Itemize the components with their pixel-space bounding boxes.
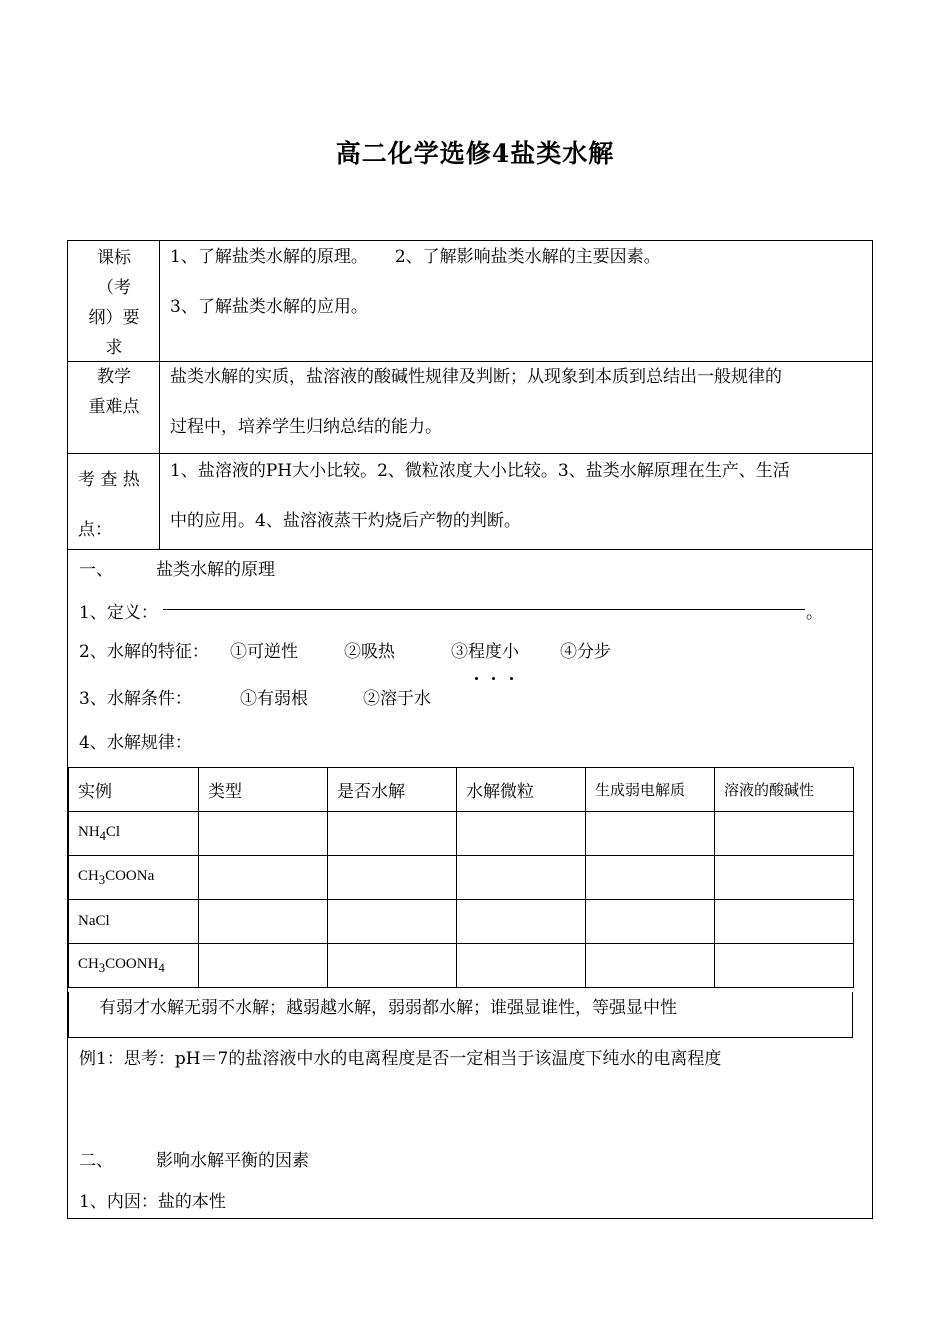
lesson-table (67, 240, 873, 1219)
blank-cell[interactable] (328, 812, 457, 856)
blank-cell[interactable] (715, 812, 854, 856)
condition-item: ②溶于水 (363, 689, 431, 709)
header-cell: 是否水解 (328, 768, 457, 812)
label-line: 重难点 (88, 397, 140, 417)
blank-cell[interactable] (457, 856, 586, 900)
blank-cell[interactable] (586, 812, 715, 856)
header-cell: 水解微粒 (457, 768, 586, 812)
condition-item: ①有弱根 (240, 689, 308, 709)
definition-period: 。 (806, 603, 823, 623)
row-divider (68, 549, 872, 550)
curriculum-requirements (170, 232, 864, 332)
features-label: 2、水解的特征： (79, 642, 209, 662)
blank-cell[interactable] (586, 856, 715, 900)
key-points (170, 352, 864, 452)
section1-number: 一、 (79, 560, 113, 580)
exam-hotspots (170, 446, 864, 546)
requirement-line: 3、了解盐类水解的应用。 (170, 297, 368, 317)
requirement-line: 1、了解盐类水解的原理。 2、了解影响盐类水解的主要因素。 (170, 247, 661, 267)
blank-cell[interactable] (457, 944, 586, 988)
blank-cell[interactable] (199, 812, 328, 856)
label-line: 教学 (97, 367, 131, 387)
page-title: 高二化学选修4盐类水解 (335, 139, 615, 168)
blank-cell[interactable] (715, 944, 854, 988)
conditions-label: 3、水解条件： (79, 689, 192, 709)
table-row (69, 812, 854, 856)
label-line: 求 (105, 338, 123, 358)
header-cell: 类型 (199, 768, 328, 812)
definition-label: 1、定义： (79, 603, 158, 623)
blank-cell[interactable] (715, 900, 854, 944)
emphasis-dot (510, 677, 513, 680)
blank-cell[interactable] (328, 856, 457, 900)
feature-item: ②吸热 (344, 642, 395, 662)
table-header-row (69, 768, 854, 812)
section2-heading: 影响水解平衡的因素 (156, 1151, 309, 1171)
label-curriculum-requirements (68, 243, 160, 363)
feature-item: ④分步 (560, 642, 611, 662)
hotspot-line: 1、盐溶液的PH大小比较。2、微粒浓度大小比较。3、盐类水解原理在生产、生活 (170, 461, 790, 481)
label-line: 纲）要 (88, 308, 140, 328)
table-row (69, 944, 854, 988)
example-1: 例1：思考：pH＝7的盐溶液中水的电离程度是否一定相当于该温度下纯水的电离程度 (79, 1049, 722, 1069)
table-row (69, 900, 854, 944)
table-row (69, 856, 854, 900)
label-key-points (68, 362, 160, 422)
section2-item1: 1、内因：盐的本性 (79, 1192, 226, 1212)
label-line: 点： (78, 520, 112, 540)
compound-cell: $CH_3COONa$ (69, 856, 199, 900)
blank-cell[interactable] (199, 944, 328, 988)
blank-cell[interactable] (457, 812, 586, 856)
rules-label: 4、水解规律： (79, 733, 192, 753)
section2-number: 二、 (79, 1151, 113, 1171)
blank-cell[interactable] (457, 900, 586, 944)
header-cell: 实例 (69, 768, 199, 812)
blank-cell[interactable] (328, 900, 457, 944)
rules-summary: 有弱才水解无弱不水解；越弱越水解，弱弱都水解；谁强显谁性，等强显中性 (68, 992, 853, 1038)
emphasis-dot (475, 677, 478, 680)
label-line: 考 查 热 (78, 470, 140, 490)
blank-cell[interactable] (586, 900, 715, 944)
hydrolysis-rules-table (68, 767, 854, 988)
blank-cell[interactable] (199, 900, 328, 944)
header-cell: 溶液的酸碱性 (715, 768, 854, 812)
key-points-line: 过程中，培养学生归纳总结的能力。 (170, 417, 442, 437)
header-cell: 生成弱电解质 (586, 768, 715, 812)
emphasis-dot (492, 677, 495, 680)
blank-cell[interactable] (328, 944, 457, 988)
feature-item: ①可逆性 (230, 642, 298, 662)
compound-cell: NaCl (69, 900, 199, 944)
definition-blank-line (163, 609, 805, 610)
label-line: 课标 (97, 248, 131, 268)
section1-heading: 盐类水解的原理 (156, 560, 275, 580)
key-points-line: 盐类水解的实质，盐溶液的酸碱性规律及判断；从现象到本质到总结出一般规律的 (170, 367, 782, 387)
label-line: （考 (97, 278, 131, 298)
blank-cell[interactable] (586, 944, 715, 988)
compound-cell: $NH_4Cl$ (69, 812, 199, 856)
label-exam-hotspots (78, 455, 158, 555)
compound-cell: $CH_3COONH_4$ (69, 944, 199, 988)
hotspot-line: 中的应用。4、盐溶液蒸干灼烧后产物的判断。 (170, 511, 521, 531)
blank-cell[interactable] (715, 856, 854, 900)
blank-cell[interactable] (199, 856, 328, 900)
feature-item-emphasized: ③程度小 (451, 642, 519, 662)
